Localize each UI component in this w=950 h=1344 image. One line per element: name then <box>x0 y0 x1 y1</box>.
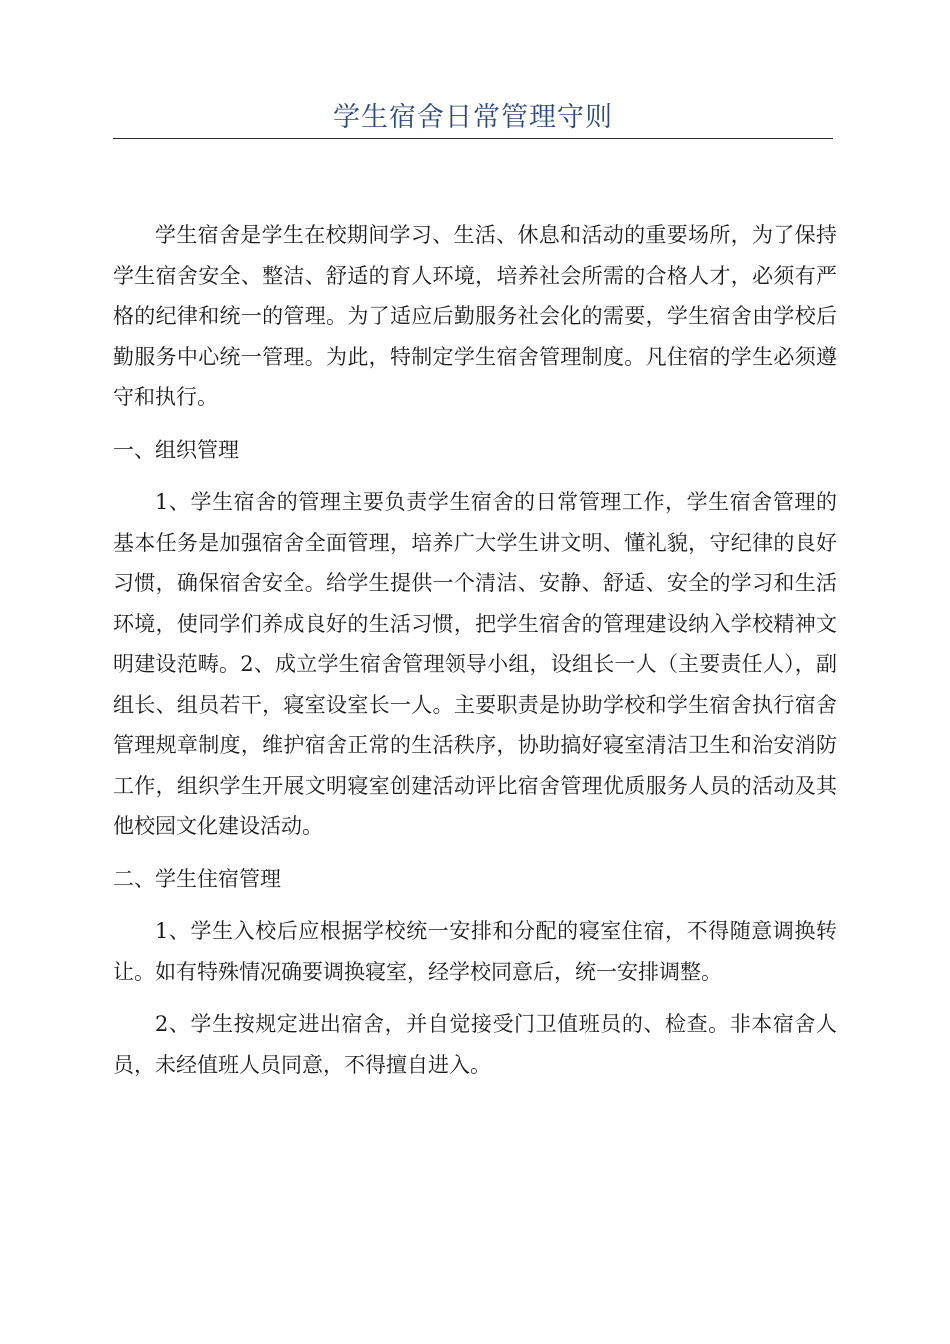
paragraph-accommodation-1: 1、学生入校后应根据学校统一安排和分配的寝室住宿，不得随意调换转让。如有特殊情况确要调换寝室，经学校同意后，统一安排调整。 <box>113 919 837 984</box>
section-heading-organization: 一、组织管理 <box>113 437 239 462</box>
paragraph-intro: 学生宿舍是学生在校期间学习、生活、休息和活动的重要场所，为了保持学生宿舍安全、整洁、舒适的育人环境，培养社会所需的合格人才，必须有严格的纪律和统一的管理。为了适应后勤服务社会化的需要，学生宿舍由学校后勤服务中心统一管理。为此，特制定学生宿舍管理制度。凡住宿的学生必须遵守和执行。 <box>113 223 837 409</box>
title-block <box>113 100 833 139</box>
document-body <box>113 215 837 1097</box>
document-title: 学生宿舍日常管理守则 <box>333 102 613 133</box>
paragraph-organization: 1、学生宿舍的管理主要负责学生宿舍的日常管理工作，学生宿舍管理的基本任务是加强宿舍全面管理，培养广大学生讲文明、懂礼貌，守纪律的良好习惯，确保宿舍安全。给学生提供一个清洁、安静、舒适、安全的学习和生活环境，使同学们养成良好的生活习惯，把学生宿舍的管理建设纳入学校精神文明建设范畴。2、成立学生宿舍管理领导小组，设组长一人（主要责任人），副组长、组员若干，寝室设室长一人。主要职责是协助学校和学生宿舍执行宿舍管理规章制度，维护宿舍正常的生活秩序，协助搞好寝室清洁卫生和治安消防工作，组织学生开展文明寝室创建活动评比宿舍管理优质服务人员的活动及其他校园文化建设活动。 <box>113 490 837 838</box>
paragraph-accommodation-2: 2、学生按规定进出宿舍，并自觉接受门卫值班员的、检查。非本宿舍人员，未经值班人员同意，不得擅自进入。 <box>113 1012 837 1077</box>
section-heading-accommodation: 二、学生住宿管理 <box>113 866 281 891</box>
